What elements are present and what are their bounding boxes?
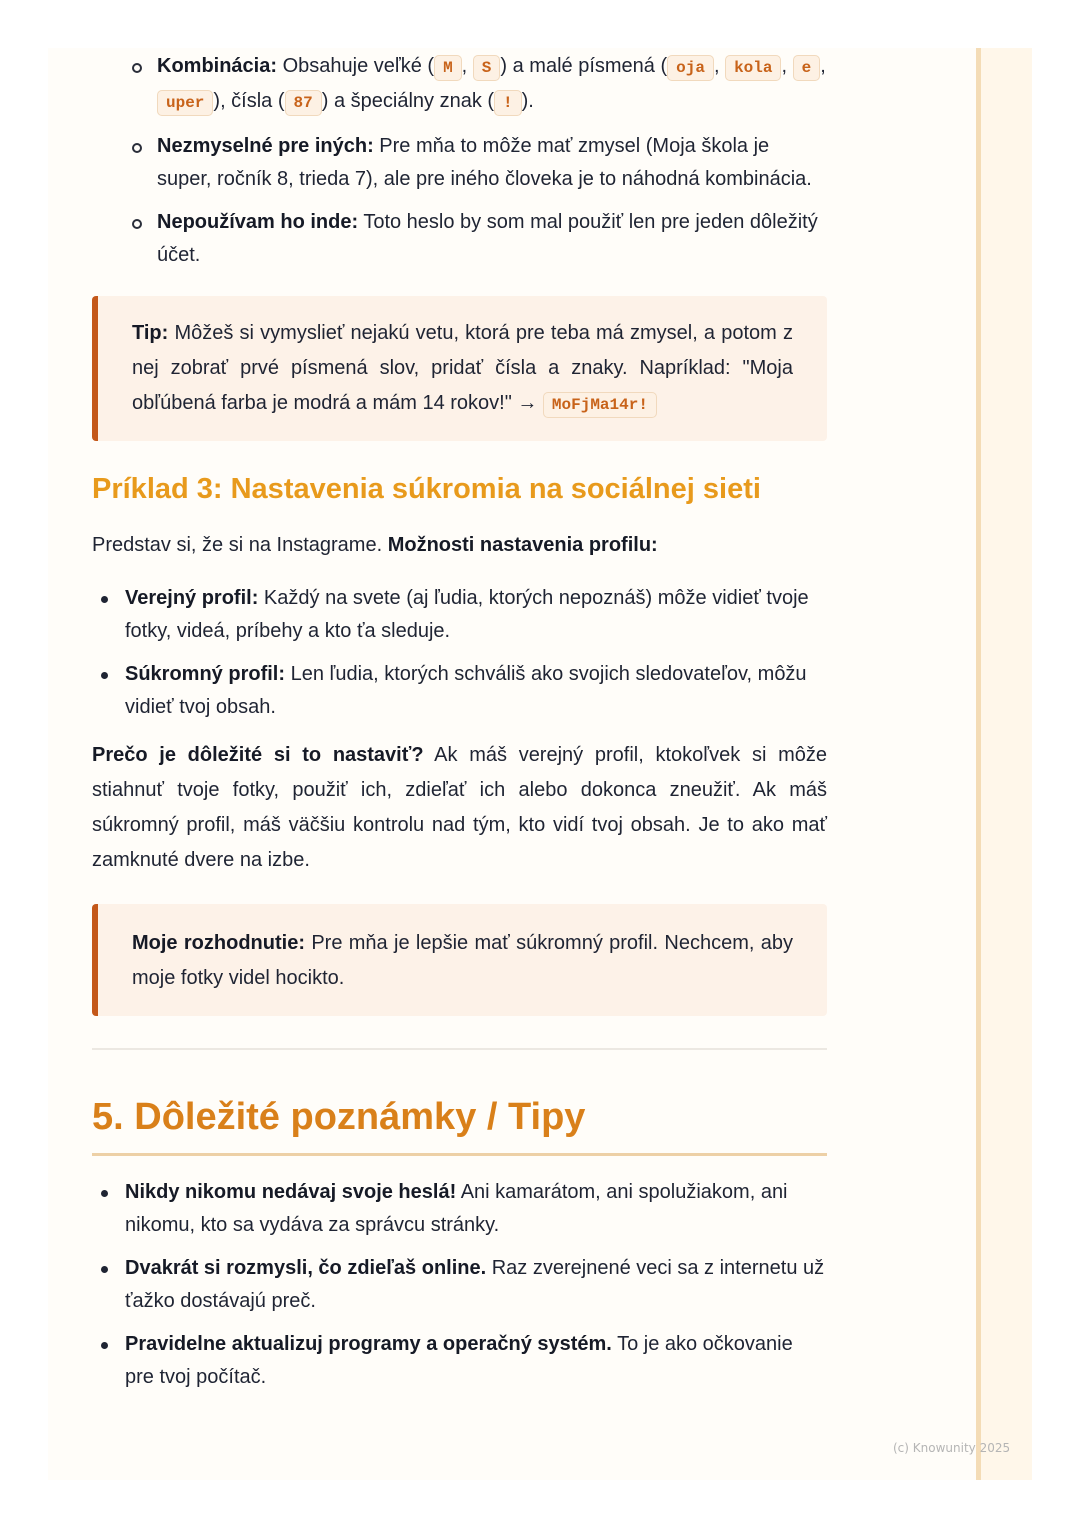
- code-chip: kola: [725, 55, 781, 81]
- tip-label: Tip:: [132, 322, 169, 344]
- code-chip: S: [473, 55, 501, 81]
- password-criteria-list: [132, 50, 827, 272]
- item-text: Raz zverejnené veci sa z internetu už ťažko dostávajú preč.: [125, 1257, 825, 1312]
- list-item-private-profile: [92, 658, 827, 724]
- example3-heading: Príklad 3: Nastavenia súkromia na sociálnej sieti: [92, 473, 761, 505]
- side-accent-line: [976, 48, 981, 1480]
- item-text: Obsahuje veľké (: [277, 55, 435, 77]
- item-text: ) a malé písmená (: [500, 55, 668, 77]
- list-item-tip: [92, 1252, 827, 1318]
- side-panel: [976, 48, 1032, 1480]
- item-label: Nikdy nikomu nedávaj svoje heslá!: [125, 1181, 457, 1203]
- code-chip: !: [494, 90, 522, 116]
- decision-callout: [92, 904, 827, 1016]
- item-label: Nezmyselné pre iných:: [157, 135, 374, 157]
- item-text: Pre mňa to môže mať zmysel (Moja škola je super, ročník 8, trieda 7), ale pre iného človeka je to náhodná kombinácia.: [157, 135, 812, 190]
- list-item-tip: [92, 1176, 827, 1242]
- intro-bold: Možnosti nastavenia profilu:: [387, 534, 658, 556]
- item-text: ), čísla (: [213, 90, 285, 112]
- decision-label: Moje rozhodnutie:: [132, 932, 305, 954]
- why-label: Prečo je dôležité si to nastaviť?: [92, 744, 424, 766]
- list-item-tip: [92, 1328, 827, 1394]
- tip-text: Môžeš si vymyslieť nejakú vetu, ktorá pre teba má zmysel, a potom z nej zobrať prvé písmená slov, pridať čísla a znaky. Napríklad: "Moja obľúbená farba je modrá a mám 14 rokov!" →: [132, 322, 793, 414]
- why-paragraph: [92, 738, 827, 878]
- section5-heading: 5. Dôležité poznámky / Tipy: [92, 1092, 827, 1156]
- item-label: Súkromný profil:: [125, 663, 286, 685]
- item-label: Dvakrát si rozmysli, čo zdieľaš online.: [125, 1257, 487, 1279]
- decision-text: Pre mňa je lepšie mať súkromný profil. Nechcem, aby moje fotky videl hocikto.: [132, 932, 794, 989]
- list-item-public-profile: [92, 582, 827, 648]
- item-label: Verejný profil:: [125, 587, 259, 609]
- section-divider: [92, 1048, 827, 1050]
- copyright-footer: (c) Knowunity 2025: [893, 1441, 1011, 1455]
- item-text: Len ľudia, ktorých schváliš ako svojich sledovateľov, môžu vidieť tvoj obsah.: [125, 663, 807, 718]
- tip-code-chip: MoFjMa14r!: [543, 392, 657, 418]
- code-chip: oja: [667, 55, 714, 81]
- item-text: Každý na svete (aj ľudia, ktorých nepoznáš) môže vidieť tvoje fotky, videá, príbehy a kto ťa sleduje.: [125, 587, 809, 642]
- profile-options-list: [92, 582, 827, 724]
- code-chip: uper: [157, 90, 213, 116]
- item-label: Pravidelne aktualizuj programy a operačný systém.: [125, 1333, 612, 1355]
- list-item-not-reused: [132, 206, 827, 272]
- document-content: [92, 50, 827, 1404]
- item-text: To je ako očkovanie pre tvoj počítač.: [125, 1333, 793, 1388]
- why-text: Ak máš verejný profil, ktokoľvek si môže stiahnuť tvoje fotky, použiť ich, zdieľať ich alebo dokonca zneužiť. Ak máš súkromný profil, máš väčšiu kontrolu nad tým, kto vidí tvoj obsah. Je to ako mať zamknuté dvere na izbe.: [92, 744, 828, 871]
- item-label: Nepoužívam ho inde:: [157, 211, 359, 233]
- example3-intro: [92, 529, 827, 562]
- list-item-nonsense: [132, 130, 827, 196]
- code-chip: M: [434, 55, 462, 81]
- intro-text: Predstav si, že si na Instagrame.: [92, 534, 388, 556]
- item-text: ).: [521, 90, 534, 112]
- tips-list: [92, 1176, 827, 1394]
- tip-callout: [92, 296, 827, 441]
- code-chip: 87: [285, 90, 322, 116]
- list-item-combination: Kombinácia: Obsahuje veľké ( M , S ) a malé písmená ( oja , kola , e , uper ), čísla ( 87 ) a špeciálny znak ( ! ).: [132, 50, 827, 120]
- item-label: Kombinácia:: [157, 55, 278, 77]
- item-text: Ani kamarátom, ani spolužiakom, ani nikomu, kto sa vydáva za správcu stránky.: [125, 1181, 788, 1236]
- item-text: Toto heslo by som mal použiť len pre jeden dôležitý účet.: [157, 211, 818, 266]
- code-chip: e: [793, 55, 821, 81]
- item-text: ) a špeciálny znak (: [321, 90, 495, 112]
